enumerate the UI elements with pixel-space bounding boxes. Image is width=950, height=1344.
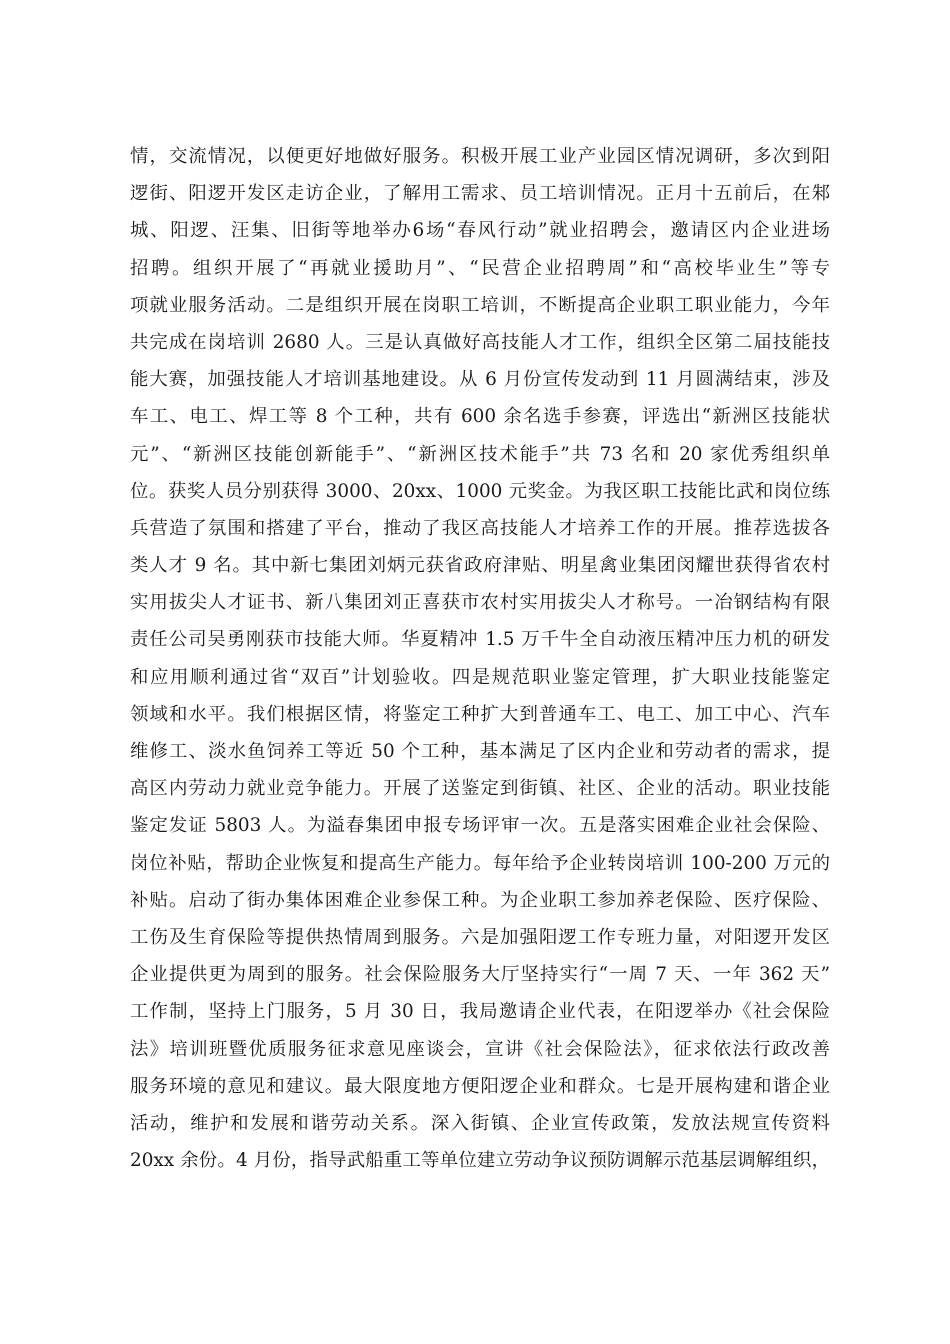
text-line: 实用拔尖人才证书、新八集团刘正喜获市农村实用拔尖人才称号。一冶钢结构有限 — [130, 592, 830, 614]
text-line: 法》培训班暨优质服务征求意见座谈会，宣讲《社会保险法》，征求依法行政改善 — [130, 1038, 830, 1060]
text-line: 位。获奖人员分别获得 3000、20xx、1000 元奖金。为我区职工技能比武和岗位练 — [130, 480, 830, 502]
text-line: 鉴定发证 5803 人。为溢春集团申报专场评审一次。五是落实困难企业社会保险、 — [130, 815, 830, 837]
body-text — [130, 138, 830, 1179]
text-line: 能大赛，加强技能人才培训基地建设。从 6 月份宣传发动到 11 月圆满结束，涉及 — [130, 369, 830, 391]
text-line: 领域和水平。我们根据区情，将鉴定工种扩大到普通车工、电工、加工中心、汽车 — [130, 703, 830, 725]
text-line: 企业提供更为周到的服务。社会保险服务大厅坚持实行“一周 7 天、一年 362 天” — [130, 964, 830, 986]
text-line: 高区内劳动力就业竞争能力。开展了送鉴定到街镇、社区、企业的活动。职业技能 — [130, 778, 830, 800]
text-line: 维修工、淡水鱼饲养工等近 50 个工种，基本满足了区内企业和劳动者的需求，提 — [130, 741, 830, 762]
text-line: 20xx 余份。4 月份，指导武船重工等单位建立劳动争议预防调解示范基层调解组织， — [130, 1150, 830, 1172]
text-line: 项就业服务活动。二是组织开展在岗职工培训，不断提高企业职工职业能力，今年 — [130, 294, 830, 316]
text-line: 招聘。组织开展了“再就业援助月”、“民营企业招聘周”和“高校毕业生”等专 — [130, 257, 830, 279]
text-line: 兵营造了氛围和搭建了平台，推动了我区高技能人才培养工作的开展。推荐选拔各 — [130, 517, 830, 539]
text-line: 车工、电工、焊工等 8 个工种，共有 600 余名选手参赛，评选出“新洲区技能状 — [130, 406, 830, 428]
text-line: 城、阳逻、汪集、旧街等地举办6场“春风行动”就业招聘会，邀请区内企业进场 — [130, 220, 830, 242]
text-line: 补贴。启动了街办集体困难企业参保工种。为企业职工参加养老保险、医疗保险、 — [130, 889, 830, 911]
text-line: 情，交流情况，以便更好地做好服务。积极开展工业产业园区情况调研，多次到阳 — [130, 146, 830, 167]
text-line: 共完成在岗培训 2680 人。三是认真做好高技能人才工作，组织全区第二届技能技 — [130, 331, 830, 353]
text-line: 元”、“新洲区技能创新能手”、“新洲区技术能手”共 73 名和 20 家优秀组织单 — [130, 443, 830, 465]
text-line: 工作制，坚持上门服务，5 月 30 日，我局邀请企业代表，在阳逻举办《社会保险 — [130, 1001, 830, 1023]
text-line: 服务环境的意见和建议。最大限度地方便阳逻企业和群众。七是开展构建和谐企业 — [130, 1075, 830, 1097]
text-line: 类人才 9 名。其中新七集团刘炳元获省政府津贴、明星禽业集团闵耀世获得省农村 — [130, 555, 830, 577]
text-line: 活动，维护和发展和谐劳动关系。深入街镇、企业宣传政策，发放法规宣传资料 — [130, 1112, 830, 1134]
text-line: 岗位补贴，帮助企业恢复和提高生产能力。每年给予企业转岗培训 100-200 万元的 — [130, 852, 830, 874]
text-line: 责任公司吴勇刚获市技能大师。华夏精冲 1.5 万千牛全自动液压精冲压力机的研发 — [130, 629, 830, 651]
text-line: 逻街、阳逻开发区走访企业，了解用工需求、员工培训情况。正月十五前后，在邾 — [130, 183, 830, 205]
text-line: 工伤及生育保险等提供热情周到服务。六是加强阳逻工作专班力量，对阳逻开发区 — [130, 926, 830, 948]
text-line: 和应用顺利通过省“双百”计划验收。四是规范职业鉴定管理，扩大职业技能鉴定 — [130, 666, 830, 688]
